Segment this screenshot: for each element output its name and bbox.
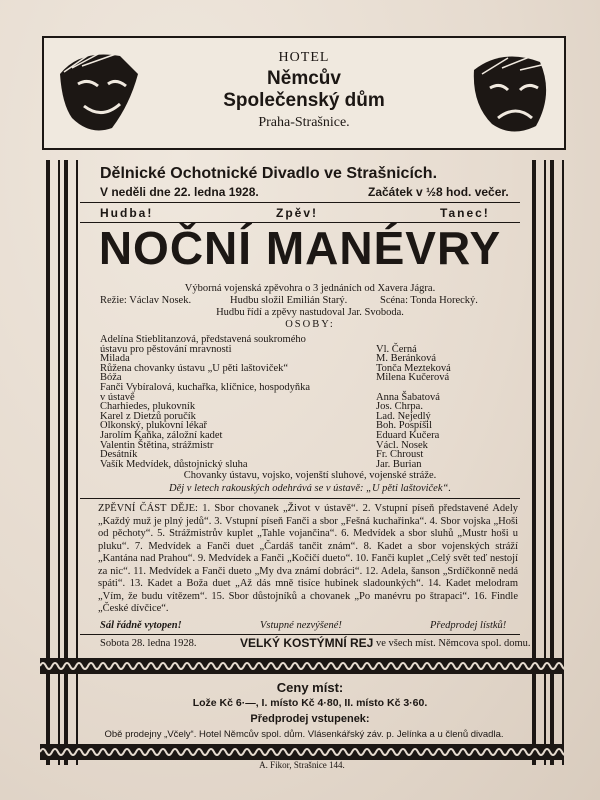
cast-actor: Václ. Nosek xyxy=(376,439,428,451)
cast-heading: OSOBY: xyxy=(285,319,335,330)
ball-venue: ve všech míst. Němcova spol. domu. xyxy=(376,638,531,649)
divider xyxy=(80,634,520,635)
cast-actor: Jar. Burian xyxy=(376,458,422,470)
theatre-name: Dělnické Ochotnické Divadlo ve Strašnicích. xyxy=(100,165,438,182)
chorus-line: Chovanky ústavu, vojsko, vojenští sluhové, vojenské stráže. xyxy=(183,470,437,481)
cast-actor: Milena Kučerová xyxy=(376,372,450,384)
cast-role: Milada xyxy=(100,353,130,365)
presale-places: Obě prodejny „Včely“. Hotel Němcův spol. dům. Vlásenkářský záv. p. Jelínka a u členů divadla. xyxy=(104,729,504,740)
prices-heading: Ceny míst: xyxy=(276,680,344,695)
presale-heading: Předprodej vstupenek: xyxy=(250,713,370,725)
hotel-name: Němcův Společenský dům xyxy=(223,68,385,111)
note-admission: Vstupné nezvýšené! xyxy=(260,620,342,631)
prices-line: Lože Kč 6·—, I. místo Kč 4·80, II. místo Kč 3·60. xyxy=(192,697,428,709)
note-presale: Předprodej lístků! xyxy=(430,620,507,631)
cast-actor: Tonča Mezteková xyxy=(376,362,451,374)
note-heated: Sál řádně vytopen! xyxy=(100,620,182,631)
cast-actor: Boh. Pospíšil xyxy=(376,420,433,432)
ornamental-border xyxy=(40,744,564,760)
composer-credit: Hudbu složil Emilián Starý. xyxy=(230,295,348,306)
cast-actor: Anna Šabatová xyxy=(376,391,440,403)
hotel-location: Praha-Strašnice. xyxy=(258,115,350,130)
hotel-header xyxy=(42,36,566,150)
stage-credit: Scéna: Tonda Horecký. xyxy=(380,295,478,306)
cast-role: Růžena chovanky ústavu „U pěti laštoviček“ xyxy=(100,362,289,374)
director-credit: Režie: Václav Nosek. xyxy=(100,295,192,306)
cast-actor: Fr. Chroust xyxy=(376,449,424,461)
left-inner-bar xyxy=(64,160,78,765)
cast-actor: M. Beránková xyxy=(376,353,437,365)
cast-role: Desátník xyxy=(100,449,138,461)
cast-role: Olkonský, plukovní lékař xyxy=(100,420,208,432)
performance-date: V neděli dne 22. ledna 1928. xyxy=(100,185,259,199)
cast-actor: Vl. Černá xyxy=(376,343,417,355)
hotel-title-block xyxy=(219,50,389,136)
conductor-credit: Hudbu řídí a zpěvy nastudoval Jar. Svoboda. xyxy=(216,307,404,318)
banner-song: Zpěv! xyxy=(276,206,319,220)
divider xyxy=(80,498,520,499)
cast-role: ústavu pro pěstování mravnosti xyxy=(100,343,232,355)
divider xyxy=(80,202,520,203)
ornamental-border xyxy=(40,658,564,674)
comedy-mask-icon xyxy=(50,44,146,140)
cast-role: Fanči Vybíralová, kuchařka, klíčnice, hospodyňka xyxy=(100,382,311,393)
ball-title: VELKÝ KOSTÝMNÍ REJ xyxy=(240,636,374,650)
musical-numbers: ZPĚVNÍ ČÁST DĚJE: 1. Sbor chovanek „Život v ústavě“. 2. Vstupní píseň představené Adely „Každý muž je plný jedů“. 3. Vstupní píseň Fanči a sbor „Fešná kuchařinka“. 4. Sbor vojska „Hoši od pěchoty“. 5. Strážmistrův kuplet „Tahle vojančina“. 6. Medvídek a sbor sluhů „Mustr hoši u pluku“. 7. Medvídek a Fanči duet „Čardáš tančit znám“. 8. Kadet a sbor vojenských stráží „Kantána nad Prahou“. 9. Medvídek a Fanči „Kočičí dueto“. 10. Fanči kuplet „Celý svět teď nestojí za nic“. 11. Medvídek a Fanči dueto „My dva známí dobráci“. 12. Adela, šanson „Srdíčkonně nedá spáti“. 13. Kadet a Boža duet „Až dás mně tisíce hubinek sladounkých“. 14. Kadet melodram „Vím, že budu vítězem“. 15. Sbor důstojníků a chovanek „Po manévru po štrapaci“. 16. Findle „České dívčice“. xyxy=(98,503,518,614)
tragedy-mask-icon xyxy=(462,44,558,140)
play-title: NOČNÍ MANÉVRY xyxy=(98,222,502,274)
cast-actor: Jos. Chrpa. xyxy=(376,401,423,413)
start-time: Začátek v ½8 hod. večer. xyxy=(368,185,509,199)
right-inner-bar xyxy=(532,160,546,765)
banner-music: Hudba! xyxy=(100,206,154,220)
cast-role: Bóža xyxy=(100,372,122,384)
play-subtitle: Výborná vojenská zpěvohra o 3 jednáních od Xavera Jágra. xyxy=(184,283,436,294)
cast-role: Valentin Štětina, strážmistr xyxy=(100,439,214,451)
cast-role: v ústavě xyxy=(100,391,135,403)
cast-role: Adelína Stieblitanzová, představená soukromého xyxy=(100,334,306,345)
left-border-bar xyxy=(46,160,60,765)
cast-actor: Lad. Nejedlý xyxy=(376,410,431,422)
cast-role: Karel z Dietzů poručík xyxy=(100,410,196,422)
banner-dance: Tanec! xyxy=(440,206,490,220)
cast-role: Vašík Medvídek, důstojnický sluha xyxy=(100,458,248,470)
right-border-bar xyxy=(550,160,564,765)
hotel-label: HOTEL xyxy=(278,50,330,65)
cast-role: Jarolím Kaňka, záložní kadet xyxy=(100,430,223,441)
cast-actor: Eduard Kučera xyxy=(376,430,440,441)
cast-role: Charhiedes, plukovník xyxy=(100,401,196,413)
setting-line: Děj v letech rakouských odehrává se v ústavě: „U pěti laštoviček“. xyxy=(169,483,451,494)
ball-date: Sobota 28. ledna 1928. xyxy=(100,638,197,649)
printer-imprint: A. Fikor, Strašnice 144. xyxy=(259,760,345,770)
